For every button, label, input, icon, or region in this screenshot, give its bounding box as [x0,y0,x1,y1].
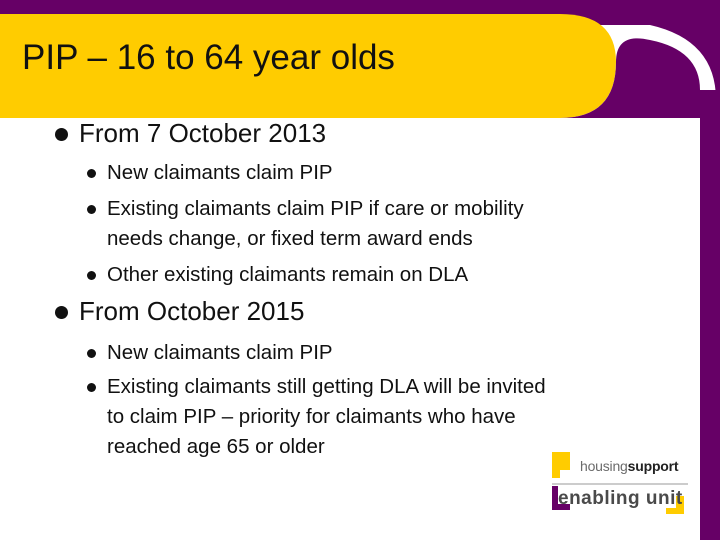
bullet-dot-icon [87,205,96,214]
bullet-dot-icon [87,169,96,178]
bullet-text: Existing claimants claim PIP if care or mobility [107,197,524,220]
logo-yellow-mark [552,452,570,478]
bullet-label: From October 2015 [79,296,305,326]
bullet-dot-icon [87,349,96,358]
logo-enabling-unit-text: enabling unit [558,488,683,509]
bullet-text: to claim PIP – priority for claimants who have [107,405,516,428]
bullet-dot-icon [55,306,68,319]
bullet-dot-icon [87,271,96,280]
bullet-text: Existing claimants still getting DLA will be invited [107,375,546,398]
logo-housing-support-text: housingsupport [580,458,679,474]
bullet-text: needs change, or fixed term award ends [107,227,473,250]
bullet-text: New claimants claim PIP [107,341,333,364]
bullet-text: Other existing claimants remain on DLA [107,263,469,286]
slide-title: PIP – 16 to 64 year olds [22,38,395,77]
bullet-dot-icon [87,383,96,392]
bullet-dot-icon [55,128,68,141]
bullet-text: reached age 65 or older [107,435,325,458]
bullet-label: From 7 October 2013 [79,118,327,148]
bullet-text: New claimants claim PIP [107,161,333,184]
